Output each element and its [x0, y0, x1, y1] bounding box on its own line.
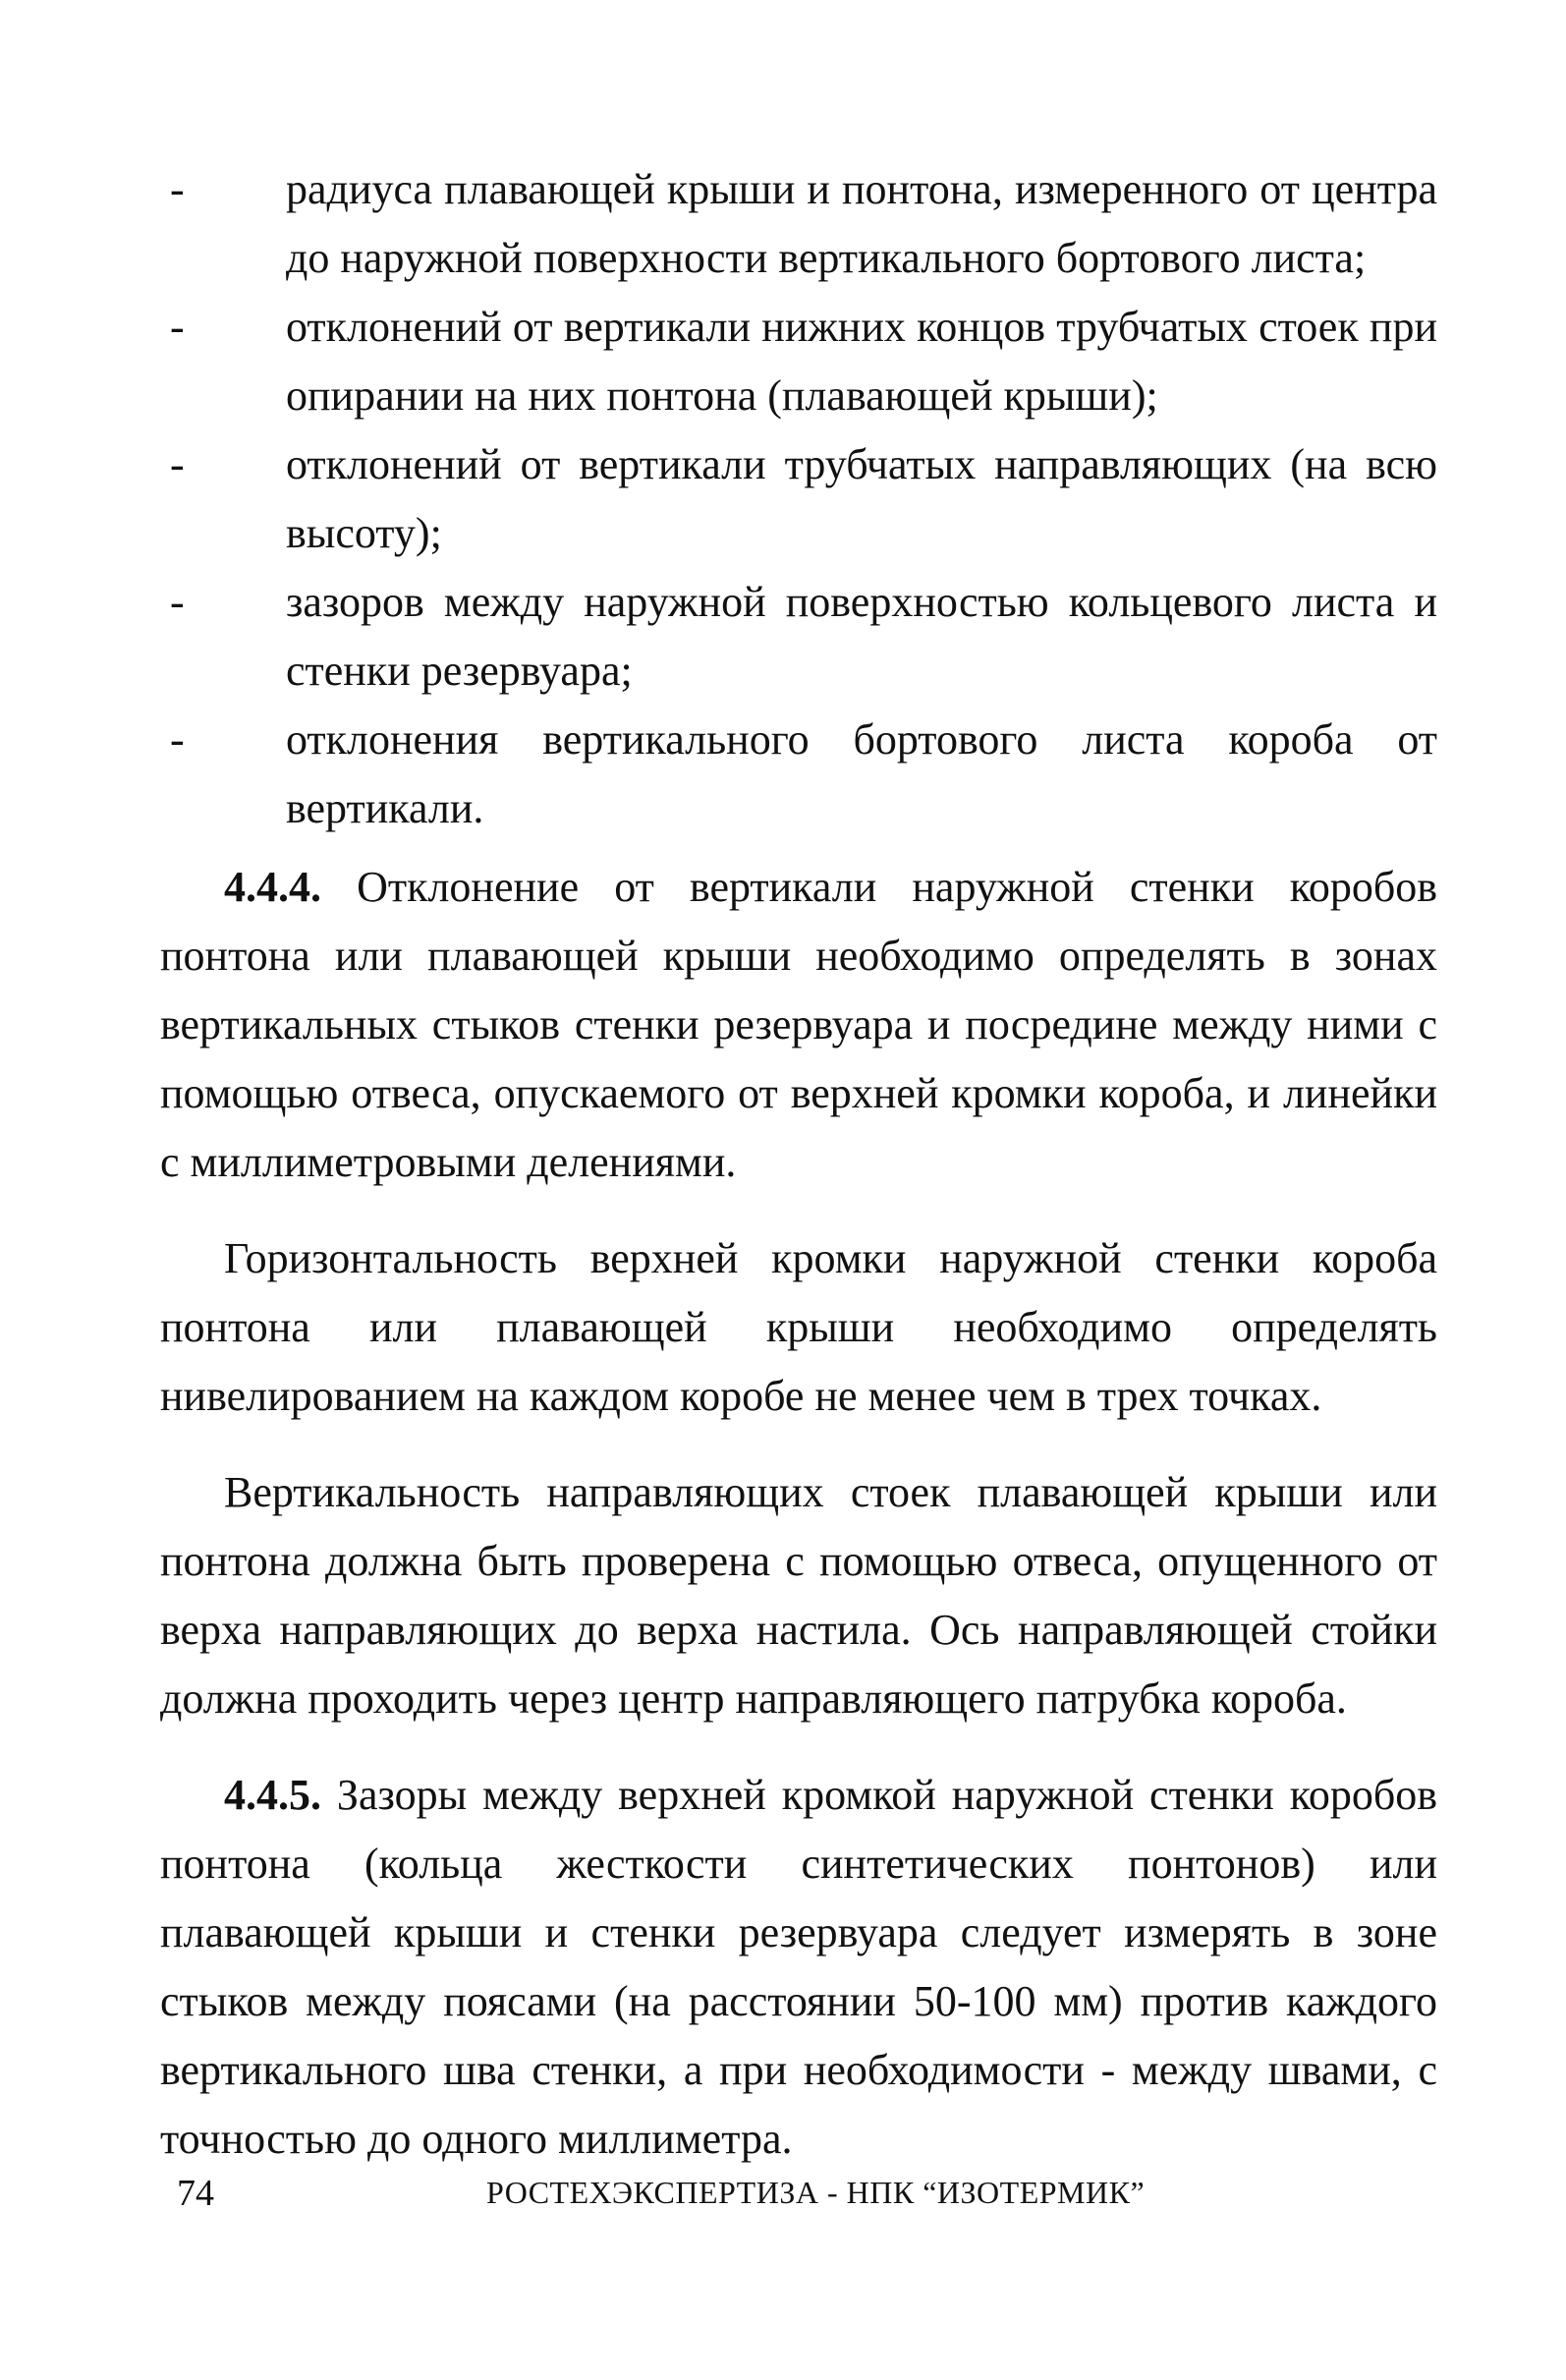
list-item-text: радиуса плавающей крыши и понтона, измеренного от центра до наружной поверхности вертикального бортового листа; — [286, 165, 1437, 282]
list-item — [160, 155, 1437, 293]
paragraph-4-4-5 — [160, 1761, 1437, 2174]
list-item — [160, 430, 1437, 568]
bullet-dash: - — [170, 165, 185, 213]
page-footer — [177, 2172, 1437, 2221]
paragraph-text: Вертикальность направляющих стоек плавающей крыши или понтона должна быть проверена с помощью отвеса, опущенного от верха направляющих до верха настила. Ось направляющей стойки должна проходить через центр направляющего патрубка короба. — [160, 1468, 1437, 1723]
list-item-text: зазоров между наружной поверхностью кольцевого листа и стенки резервуара; — [286, 578, 1437, 695]
page-number: 74 — [177, 2173, 214, 2214]
bullet-dash: - — [170, 578, 185, 626]
section-number: 4.4.5. — [224, 1771, 321, 1819]
list-item — [160, 568, 1437, 706]
paragraph-text: Зазоры между верхней кромкой наружной стенки коробов понтона (кольца жесткости синтетических понтонов) или плавающей крыши и стенки резервуара следует измерять в зоне стыков между поясами (на расстоянии 50-100 мм) против каждого вертикального шва стенки, а при необходимости - между швами, с точностью до одного миллиметра. — [160, 1771, 1438, 2163]
list-item — [160, 706, 1437, 843]
list-item-text: отклонений от вертикали нижних концов трубчатых стоек при опирании на них понтона (плавающей крыши); — [286, 303, 1437, 420]
bullet-dash: - — [170, 440, 185, 488]
paragraph-4-4-4 — [160, 853, 1437, 1197]
paragraph-verticality — [160, 1458, 1437, 1733]
paragraph-horizontality — [160, 1224, 1437, 1431]
list-item — [160, 293, 1437, 430]
measurement-list — [160, 155, 1437, 843]
section-number: 4.4.4. — [224, 863, 321, 911]
list-item-text: отклонений от вертикали трубчатых направляющих (на всю высоту); — [286, 440, 1437, 557]
publisher-name: РОСТЕХЭКСПЕРТИЗА - НПК “ИЗОТЕРМИК” — [486, 2175, 1146, 2210]
paragraph-text: Отклонение от вертикали наружной стенки коробов понтона или плавающей крыши необходимо определять в зонах вертикальных стыков стенки резервуара и посредине между ними с помощью отвеса, опускаемого от верхней кромки короба, и линейки с миллиметровыми делениями. — [160, 863, 1437, 1186]
list-item-text: отклонения вертикального бортового листа короба от вертикали. — [286, 715, 1437, 832]
page-body — [160, 155, 1437, 2201]
bullet-dash: - — [170, 303, 185, 351]
bullet-dash: - — [170, 715, 185, 764]
paragraph-text: Горизонтальность верхней кромки наружной стенки короба понтона или плавающей крыши необходимо определять нивелированием на каждом коробе не менее чем в трех точках. — [160, 1234, 1437, 1420]
